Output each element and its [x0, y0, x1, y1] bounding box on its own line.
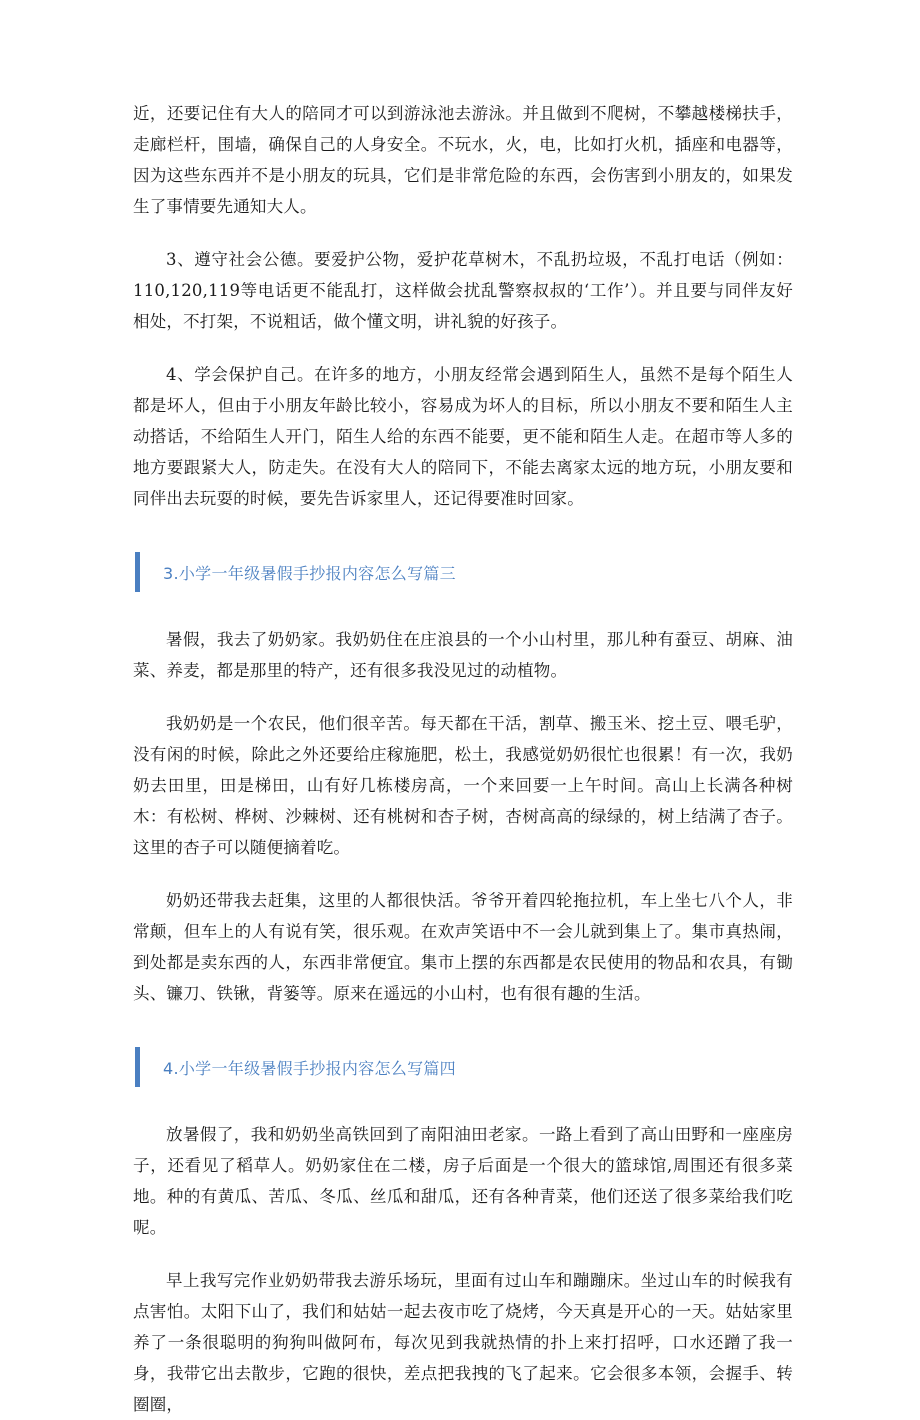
section-title: 3.小学一年级暑假手抄报内容怎么写篇三 — [163, 564, 456, 583]
paragraph: 暑假，我去了奶奶家。我奶奶住在庄浪县的一个小山村里，那儿种有蚕豆、胡麻、油菜、养麦，都是那里的特产，还有很多我没见过的动植物。 — [133, 630, 793, 680]
heading-accent-bar — [135, 1047, 140, 1087]
paragraph: 我奶奶是一个农民，他们很辛苦。每天都在干活，割草、搬玉米、挖土豆、喂毛驴，没有闲的时候，除此之外还要给庄稼施肥，松土，我感觉奶奶很忙也很累！有一次，我奶奶去田里，田是梯田，山有好几栋楼房高，一个来回要一上午时间。高山上长满各种树木：有松树、桦树、沙棘树、还有桃树和杏子树，杏树高高的绿绿的，树上结满了杏子。这里的杏子可以随便摘着吃。 — [133, 714, 793, 857]
paragraph: 4、学会保护自己。在许多的地方，小朋友经常会遇到陌生人，虽然不是每个陌生人都是坏人，但由于小朋友年龄比较小，容易成为坏人的目标，所以小朋友不要和陌生人主动搭话，不给陌生人开门，陌生人给的东西不能要，更不能和陌生人走。在超市等人多的地方要跟紧大人，防走失。在没有大人的陪同下，不能去离家太远的地方玩，小朋友要和同伴出去玩耍的时候，要先告诉家里人，还记得要准时回家。 — [133, 365, 793, 508]
heading-accent-bar — [135, 552, 140, 592]
section-heading — [133, 1047, 793, 1087]
paragraph: 奶奶还带我去赶集，这里的人都很快活。爷爷开着四轮拖拉机，车上坐七八个人，非常颠，但车上的人有说有笑，很乐观。在欢声笑语中不一会儿就到集上了。集市真热闹，到处都是卖东西的人，东西非常便宜。集市上摆的东西都是农民使用的物品和农具，有锄头、镰刀、铁锹，背篓等。原来在遥远的小山村，也有很有趣的生活。 — [133, 891, 793, 1003]
paragraph: 3、遵守社会公德。要爱护公物，爱护花草树木，不乱扔垃圾，不乱打电话（例如：110,120,119等电话更不能乱打，这样做会扰乱警察叔叔的‘工作’）。并且要与同伴友好相处，不打架，不说粗话，做个懂文明，讲礼貌的好孩子。 — [133, 250, 793, 331]
document-page — [133, 98, 793, 1420]
section-title: 4.小学一年级暑假手抄报内容怎么写篇四 — [163, 1059, 456, 1078]
paragraph: 近，还要记住有大人的陪同才可以到游泳池去游泳。并且做到不爬树，不攀越楼梯扶手，走廊栏杆，围墙，确保自己的人身安全。不玩水，火，电，比如打火机，插座和电器等，因为这些东西并不是小朋友的玩具，它们是非常危险的东西，会伤害到小朋友的，如果发生了事情要先通知大人。 — [133, 104, 793, 216]
paragraph: 早上我写完作业奶奶带我去游乐场玩，里面有过山车和蹦蹦床。坐过山车的时候我有点害怕。太阳下山了，我们和姑姑一起去夜市吃了烧烤，今天真是开心的一天。姑姑家里养了一条很聪明的狗狗叫做阿布，每次见到我就热情的扑上来打招呼，口水还蹭了我一身，我带它出去散步，它跑的很快，差点把我拽的飞了起来。它会很多本领，会握手、转圈圈， — [133, 1271, 793, 1414]
section-heading — [133, 552, 793, 592]
paragraph: 放暑假了，我和奶奶坐高铁回到了南阳油田老家。一路上看到了高山田野和一座座房子，还看见了稻草人。奶奶家住在二楼，房子后面是一个很大的篮球馆,周围还有很多菜地。种的有黄瓜、苦瓜、冬瓜、丝瓜和甜瓜，还有各种青菜，他们还送了很多菜给我们吃呢。 — [133, 1125, 793, 1237]
